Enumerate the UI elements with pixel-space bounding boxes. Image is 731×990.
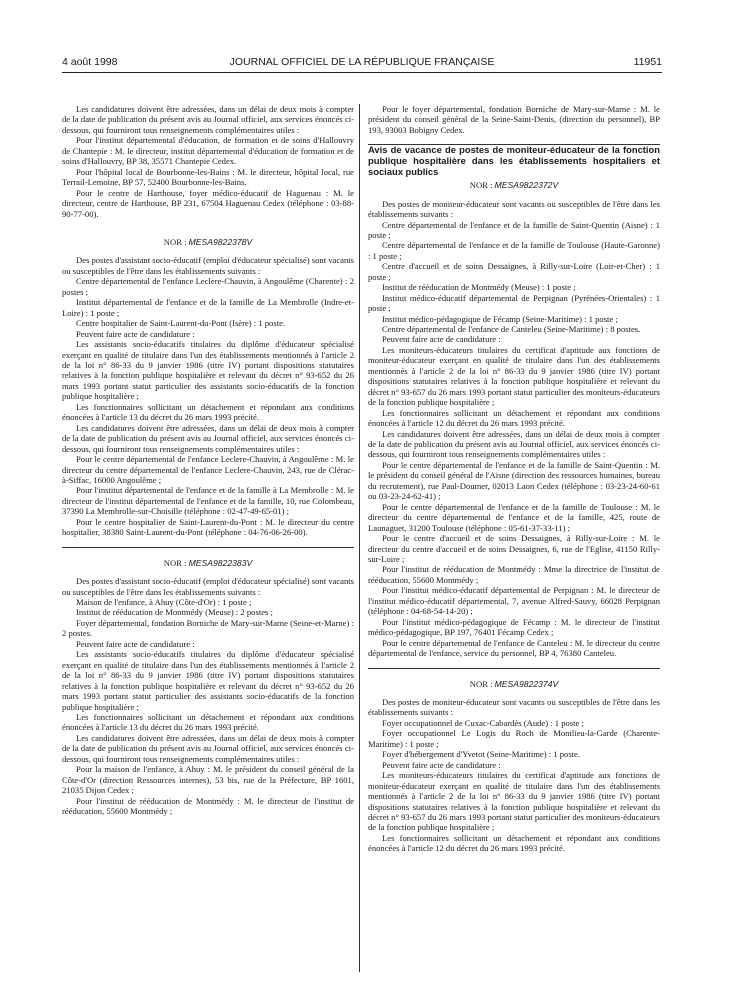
- paragraph: Les fonctionnaires sollicitant un détachement et répondant aux conditions énoncées à l'article 12 du décret du 26 mars 1993 précité.: [368, 832, 660, 854]
- paragraph: Les fonctionnaires sollicitant un détachement et répondant aux conditions énoncées à l'article 13 du décret du 26 mars 1993 précité.: [62, 401, 354, 423]
- nor-label: NOR :: [469, 180, 493, 191]
- paragraph: Des postes d'assistant socio-éducatif (emploi d'éducateur spécialisé) sont vacants ou susceptibles de l'être dans les établissements suivants :: [62, 255, 355, 276]
- paragraph: Centre d'accueil et de soins Dessaignes, à Rilly-sur-Loire (Loir-et-Cher) : 1 poste ;: [368, 261, 660, 282]
- nor-code: MESA9822372V: [494, 180, 559, 191]
- paragraph: Les assistants socio-éducatifs titulaires du diplôme d'éducateur spécialisé exerçant en qualité de titulaire dans l'un des établissements mentionnés à l'article 2 de la loi n° 86-33 du 9 janvier 1986 (titre IV) portant dispositions statutaires relatives à la fonction publique hospitalière et relevant du décret n° 93-652 du 26 mars 1993 portant statut particulier des assistants socio-éducatifs de la fonction publique hospitalière ;: [62, 649, 354, 712]
- paragraph: Institut de rééducation de Montmédy (Meuse) : 2 postes ;: [76, 607, 273, 618]
- paragraph: Centre départemental de l'enfance et de la famille de Saint-Quentin (Aisne) : 1 poste ;: [368, 219, 660, 240]
- paragraph: Des postes de moniteur-éducateur sont vacants ou susceptibles de l'être dans les établissements suivants :: [368, 696, 660, 718]
- nor-reference: [368, 180, 660, 190]
- paragraph: Centre départemental de l'enfance de Canteleu (Seine-Maritime) : 8 postes.: [382, 324, 641, 335]
- journal-title: JOURNAL OFFICIEL DE LA RÉPUBLIQUE FRANÇAISE: [229, 56, 495, 68]
- section-rule: [62, 547, 354, 548]
- paragraph: Foyer occupationnel de Cuxac-Cabardès (Aude) : 1 poste ;: [382, 717, 584, 728]
- paragraph: Institut médico-pédagogique de Fécamp (Seine-Maritime) : 1 poste ;: [382, 313, 618, 324]
- section-heading: Avis de vacance de postes de moniteur-éducateur de la fonction publique hospitalière dans les établissements hospitaliers et sociaux publics: [368, 144, 660, 177]
- paragraph: Les candidatures doivent être adressées, dans un délai de deux mois à compter de la date de publication du présent avis au Journal officiel, aux services énoncés ci-dessous, qui fourniront tous renseignements complémentaires utiles :: [62, 732, 354, 764]
- paragraph: Pour le centre hospitalier de Saint-Laurent-du-Pont : M. le directeur du centre hospitalier, 38380 Saint-Laurent-du-Pont (téléphone : 04-76-06-26-00).: [62, 516, 354, 538]
- page-number: 11951: [633, 56, 662, 68]
- paragraph: Institut médico-éducatif départemental de Perpignan (Pyrénées-Orientales) : 1 poste ;: [368, 292, 660, 314]
- paragraph: Les fonctionnaires sollicitant un détachement et répondant aux conditions énoncées à l'article 13 du décret du 26 mars 1993 précité.: [62, 712, 354, 733]
- paragraph: Pour l'institut médico-éducatif départemental de Perpignan : M. le directeur de l'institut médico-éducatif départemental, 7, avenue Alfred-Sauvy, 66028 Perpignan (téléphone : 04-68-54-14-20) ;: [368, 585, 660, 617]
- left-column: [62, 104, 354, 817]
- paragraph: Institut de rééducation de Montmédy (Meuse) : 1 poste ;: [382, 282, 576, 293]
- issue-date: 4 août 1998: [62, 56, 118, 68]
- paragraph: Pour l'institut de rééducation de Montmédy : M. le directeur de l'institut de rééducation, 55600 Montmédy ;: [62, 795, 354, 817]
- paragraph: Des postes d'assistant socio-éducatif (emploi d'éducateur spécialisé) sont vacants ou susceptibles de l'être dans les établissements suivants :: [62, 576, 355, 597]
- header-rule: [62, 72, 662, 73]
- paragraph: Les candidatures doivent être adressées, dans un délai de deux mois à compter de la date de publication du présent avis au Journal officiel, aux services énoncés ci-dessous, qui fourniront tous renseignements complémentaires utiles :: [62, 104, 354, 135]
- paragraph: Institut départemental de l'enfance et de la famille de La Membrolle (Indre-et-Loire) : 1 poste ;: [62, 297, 354, 318]
- column-divider: [359, 104, 360, 972]
- paragraph: Peuvent faire acte de candidature :: [76, 328, 195, 339]
- nor-reference: [368, 679, 660, 689]
- paragraph: Foyer d'hébergement d'Yvetot (Seine-Maritime) : 1 poste.: [382, 749, 581, 760]
- paragraph: Pour le foyer départemental, fondation Borniche de Mary-sur-Marne : M. le président du conseil général de la Seine-Saint-Denis, (direction du personnel), BP 193, 93003 Bobigny Cedex.: [368, 104, 660, 135]
- nor-label: NOR :: [163, 236, 187, 247]
- paragraph: Pour le centre départemental de l'enfance et de la famille de Saint-Quentin : M. le président du conseil général de l'Aisne (direction des ressources humaines, bureau du recrutement), rue Paul-Doumer, 02013 Laon Cedex (téléphone : 03-23-24-60-61 ou 03-23-24-62-41) ;: [368, 459, 660, 502]
- nor-code: MESA9822383V: [188, 557, 253, 568]
- paragraph: Les moniteurs-éducateurs titulaires du certificat d'aptitude aux fonctions de moniteur-éducateur exerçant en qualité de titulaire dans l'un des établissements mentionnés à l'article 2 de la loi n° 86-33 du 9 janvier 1986 (titre IV) portant dispositions statutaires relatives à la fonction publique hospitalière et relevant du décret n° 93-657 du 26 mars 1993 portant statut particulier des moniteurs-éducateurs de la fonction publique hospitalière ;: [368, 770, 660, 833]
- nor-reference: [62, 558, 354, 568]
- paragraph: Peuvent faire acte de candidature :: [382, 759, 501, 770]
- nor-code: MESA9822374V: [494, 678, 559, 689]
- paragraph: Des postes de moniteur-éducateur sont vacants ou susceptibles de l'être dans les établissements suivants :: [368, 198, 660, 220]
- paragraph: Pour le centre d'accueil et de soins Dessaignes, à Rilly-sur-Loire : M. le directeur du centre d'accueil et de soins Dessaignes, 6, rue de l'Eglise, 41150 Rilly-sur-Loire ;: [368, 533, 660, 564]
- nor-code: MESA9822378V: [188, 236, 253, 247]
- paragraph: Foyer occupationnel Le Logis du Roch de Montlieu-la-Garde (Charente-Maritime) : 1 poste ;: [368, 728, 660, 749]
- paragraph: Maison de l'enfance, à Ahuy (Côte-d'Or) : 1 poste ;: [76, 597, 252, 608]
- paragraph: Pour l'hôpital local de Bourbonne-les-Bains : M. le directeur, hôpital local, rue Terrail-Lemoine, BP 57, 52400 Bourbonne-les-Bains.: [62, 166, 354, 188]
- section-rule: [368, 668, 660, 669]
- paragraph: Les candidatures doivent être adressées, dans un délai de deux mois à compter de la date de publication du présent avis au Journal officiel, aux services énoncés ci-dessous, qui fourniront tous renseignements complémentaires utiles :: [368, 428, 660, 460]
- paragraph: Centre départemental de l'enfance et de la famille de Toulouse (Haute-Garonne) : 1 poste ;: [368, 240, 660, 261]
- paragraph: Centre hospitalier de Saint-Laurent-du-Pont (Isère) : 1 poste.: [76, 318, 286, 329]
- paragraph: Pour le centre départemental de l'enfance de Canteleu : M. le directeur du centre départemental de l'enfance, service du personnel, BP 4, 76380 Canteleu.: [368, 637, 660, 659]
- paragraph: Les fonctionnaires sollicitant un détachement et répondant aux conditions énoncées à l'article 12 du décret du 26 mars 1993 précité.: [368, 407, 660, 429]
- nor-label: NOR :: [163, 557, 187, 568]
- paragraph: Peuvent faire acte de candidature :: [76, 638, 195, 649]
- paragraph: Pour l'institut de rééducation de Montmédy : Mme la directrice de l'institut de rééducation, 55600 Montmédy ;: [368, 564, 660, 585]
- paragraph: Peuvent faire acte de candidature :: [382, 334, 501, 345]
- right-column: [368, 104, 660, 854]
- paragraph: Pour l'institut départemental de l'enfance et de la famille à La Membrolle : M. le directeur de l'institut départemental de l'enfance et de la famille, 10, rue Colombeau, 37390 La Membrolle-sur-Choisille (téléphone : 02-47-49-65-01) ;: [62, 485, 354, 517]
- paragraph: Centre départemental de l'enfance Leclere-Chauvin, à Angoulême (Charente) : 2 postes ;: [62, 276, 354, 297]
- paragraph: Pour le centre de Harthouse, foyer médico-éducatif de Haguenau : M. le directeur, centre de Harthouse, BP 231, 67504 Haguenau Cedex (téléphone : 03-88-90-77-00).: [62, 187, 354, 219]
- paragraph: Pour le centre départemental de l'enfance et de la famille de Toulouse : M. le directeur du centre départemental de l'enfance et de la famille, 425, route de Launaguet, 31200 Toulouse (téléphone : 05-61-37-33-11) ;: [368, 501, 660, 533]
- paragraph: Pour le centre départemental de l'enfance Leclere-Chauvin, à Angoulême : M. le directeur du centre départemental de l'enfance Leclere-Chauvin, 243, rue de Clérac-à-Siffac, 16000 Angoulême ;: [62, 454, 354, 485]
- paragraph: Pour l'institut médico-pédagogique de Fécamp : M. le directeur de l'institut médico-pédagogique, BP 197, 76401 Fécamp Cedex ;: [368, 616, 660, 638]
- paragraph: Pour la maison de l'enfance, à Ahuy : M. le président du conseil général de la Côte-d'Or (direction Ressources internes), 53 bis, rue de la Préfecture, BP 1601, 21035 Dijon Cedex ;: [62, 764, 354, 796]
- paragraph: Les candidatures doivent être adressées, dans un délai de deux mois à compter de la date de publication du présent avis au Journal officiel, aux services énoncés ci-dessous, qui fourniront tous renseignements complémentaires utiles :: [62, 422, 354, 454]
- page-header: [62, 56, 662, 72]
- nor-reference: [62, 237, 354, 247]
- nor-label: NOR :: [469, 678, 493, 689]
- paragraph: Foyer départemental, fondation Borniche de Mary-sur-Marne (Seine-et-Marne) : 2 postes.: [62, 617, 354, 639]
- paragraph: Les moniteurs-éducateurs titulaires du certificat d'aptitude aux fonctions de moniteur-éducateur exerçant en qualité de titulaire dans l'un des établissements mentionnés à l'article 2 de la loi n° 86-33 du 9 janvier 1986 (titre IV) portant dispositions statutaires relatives à la fonction publique hospitalière et relevant du décret n° 93-657 du 26 mars 1993 portant statut particulier des moniteurs-éducateurs de la fonction publique hospitalière ;: [368, 344, 660, 408]
- paragraph: Pour l'institut départemental d'éducation, de formation et de soins d'Hallouvry de Chantepie : M. le directeur, institut départemental d'éducation de formation et de soins d'Hallouvry, BP 38, 35571 Chantepie Cedex.: [62, 135, 354, 167]
- paragraph: Les assistants socio-éducatifs titulaires du diplôme d'éducateur spécialisé exerçant en qualité de titulaire dans l'un des établissements mentionnés à l'article 2 de la loi n° 86-33 du 9 janvier 1986 (titre IV) portant dispositions statutaires relatives à la fonction publique hospitalière et relevant du décret n° 93-652 du 26 mars 1993 portant statut particulier des assistants socio-éducatifs de la fonction publique hospitalière ;: [62, 339, 354, 402]
